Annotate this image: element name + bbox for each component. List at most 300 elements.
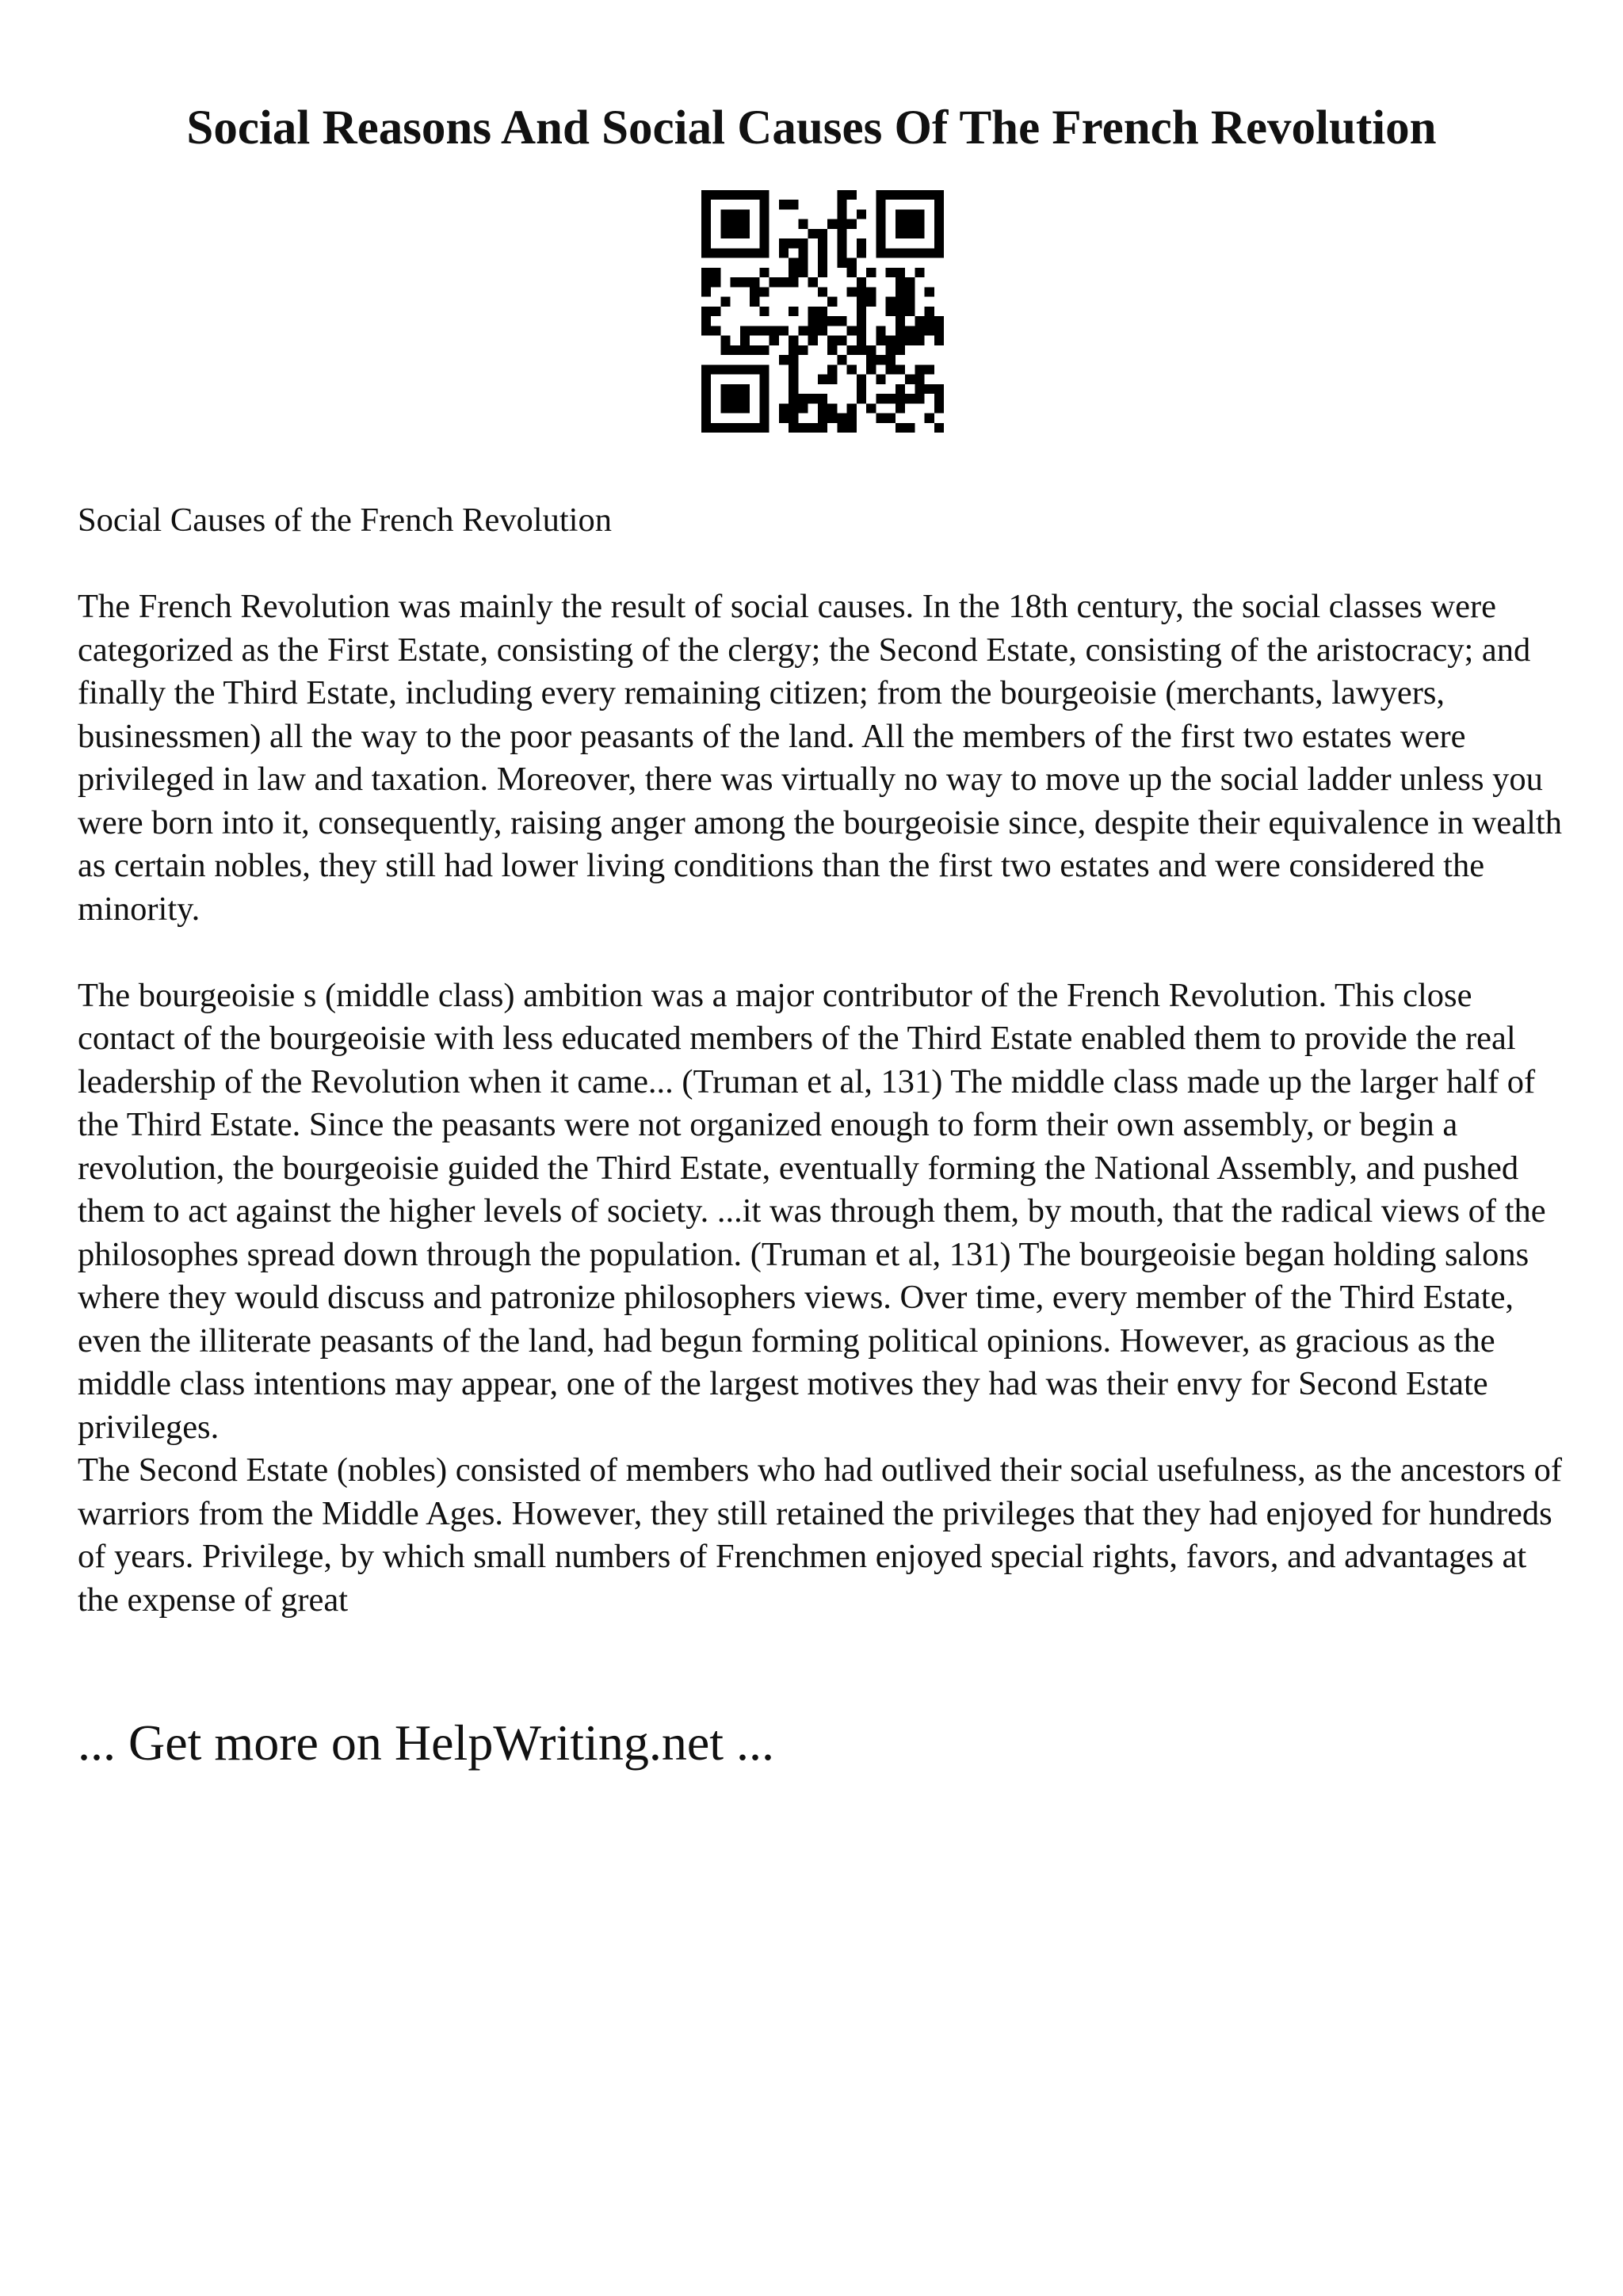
section-heading: Social Causes of the French Revolution [78, 502, 612, 539]
qr-module [798, 248, 808, 257]
qr-module [701, 229, 711, 238]
qr-module [808, 229, 818, 238]
qr-module [866, 345, 876, 355]
qr-module [750, 326, 759, 335]
qr-module [740, 384, 750, 394]
qr-module [905, 248, 915, 257]
qr-module [789, 258, 798, 268]
qr-module [779, 238, 789, 248]
qr-module [886, 355, 896, 364]
qr-module [731, 277, 740, 287]
qr-module [896, 384, 905, 394]
qr-module [720, 423, 730, 433]
qr-module [769, 336, 779, 345]
qr-module [827, 403, 837, 413]
qr-module [701, 287, 711, 296]
qr-module [934, 403, 944, 413]
qr-module [720, 403, 730, 413]
get-more-link[interactable]: ... Get more on HelpWriting.net ... [78, 1714, 774, 1771]
qr-module [905, 307, 915, 316]
qr-module [789, 200, 798, 209]
qr-module [934, 336, 944, 345]
qr-module [886, 297, 896, 307]
qr-module [925, 248, 934, 257]
qr-module [798, 268, 808, 277]
qr-module [896, 394, 905, 403]
qr-module [876, 336, 885, 345]
qr-module [837, 355, 846, 364]
qr-module [701, 414, 711, 423]
qr-module [905, 277, 915, 287]
qr-module [847, 414, 857, 423]
qr-module [759, 200, 769, 209]
qr-module [934, 209, 944, 219]
qr-module [905, 336, 915, 345]
qr-module [759, 248, 769, 257]
qr-module [886, 307, 896, 316]
qr-module [740, 403, 750, 413]
qr-module [759, 345, 769, 355]
qr-module [779, 277, 789, 287]
qr-module [701, 219, 711, 229]
qr-module [818, 268, 827, 277]
qr-module [701, 316, 711, 326]
qr-module [925, 190, 934, 200]
qr-module [857, 326, 866, 335]
qr-module [905, 394, 915, 403]
qr-module [740, 219, 750, 229]
qr-module [886, 190, 896, 200]
qr-module [866, 355, 876, 364]
qr-module [740, 229, 750, 238]
qr-module [837, 336, 846, 345]
qr-module [701, 403, 711, 413]
qr-module [720, 364, 730, 374]
qr-module [857, 336, 866, 345]
qr-module [837, 258, 846, 268]
qr-module [896, 345, 905, 355]
qr-module [701, 307, 711, 316]
qr-module [905, 190, 915, 200]
qr-module [866, 297, 876, 307]
qr-module [818, 307, 827, 316]
qr-module [808, 336, 818, 345]
qr-module [857, 238, 866, 248]
page-title: Social Reasons And Social Causes Of The French Revolution [186, 101, 1437, 154]
qr-module [701, 238, 711, 248]
qr-module [886, 394, 896, 403]
qr-module [701, 364, 711, 374]
qr-module [876, 238, 885, 248]
qr-module [759, 394, 769, 403]
qr-module [750, 345, 759, 355]
qr-module [808, 277, 818, 287]
qr-code-icon[interactable] [701, 190, 944, 433]
qr-module [779, 355, 789, 364]
qr-module [711, 248, 720, 257]
qr-module [886, 345, 896, 355]
qr-module [808, 307, 818, 316]
qr-module [789, 364, 798, 374]
qr-module [857, 316, 866, 326]
qr-module [857, 394, 866, 403]
qr-module [866, 364, 876, 374]
qr-module [847, 287, 857, 296]
qr-module [915, 248, 924, 257]
qr-module [789, 394, 798, 403]
qr-module [701, 268, 711, 277]
qr-module [837, 316, 846, 326]
qr-module [896, 336, 905, 345]
qr-module [740, 345, 750, 355]
qr-module [798, 219, 808, 229]
qr-module [731, 229, 740, 238]
qr-module [769, 277, 779, 287]
qr-module [925, 307, 934, 316]
qr-module [720, 190, 730, 200]
body-paragraph-2: The bourgeoisie s (middle class) ambition was a major contributor of the French Revolution. This close contact of the bourgeoisie with less educated members of the Third Estate enabled them to provide the real leadership of the Revolution when it came... (Truman et al, 131) The middle class made up the larger half of the Third Estate. Since the peasants were not organized enough to form their own assembly, or begin a revolution, the bourgeoisie guided the Third Estate, eventually forming the National Assembly, and pushed them to act against the higher levels of society. ...it was through them, by mouth, that the radical views of the philosophes spread down through the population. (Truman et al, 131) The bourgeoisie began holding salons where they would discuss and patronize philosophers views. Over time, every member of the Third Estate, even the illiterate peasants of the land, had begun forming political opinions. However, as gracious as the middle class intentions may appear, one of the largest motives they had was their envy for Second Estate privileges. [78, 976, 1546, 1446]
qr-module [740, 190, 750, 200]
qr-module [750, 190, 759, 200]
qr-module [711, 307, 720, 316]
qr-module [876, 209, 885, 219]
qr-module [896, 248, 905, 257]
qr-module [759, 326, 769, 335]
qr-module [720, 229, 730, 238]
qr-module [934, 423, 944, 433]
qr-module [905, 297, 915, 307]
qr-module [731, 345, 740, 355]
qr-module [876, 248, 885, 257]
qr-module [827, 345, 837, 355]
qr-module [857, 248, 866, 257]
qr-module [827, 414, 837, 423]
qr-module [711, 277, 720, 287]
qr-module [720, 248, 730, 257]
qr-module [837, 238, 846, 248]
qr-module [896, 229, 905, 238]
qr-module [701, 384, 711, 394]
qr-module [750, 297, 759, 307]
qr-module [896, 403, 905, 413]
qr-module [896, 219, 905, 229]
qr-module [905, 209, 915, 219]
qr-module [759, 384, 769, 394]
qr-module [847, 258, 857, 268]
qr-module [837, 414, 846, 423]
qr-module [798, 345, 808, 355]
qr-module [934, 394, 944, 403]
qr-module [837, 209, 846, 219]
qr-module [789, 345, 798, 355]
qr-module [711, 190, 720, 200]
qr-module [876, 355, 885, 364]
qr-module [876, 375, 885, 384]
qr-module [798, 394, 808, 403]
qr-module [915, 326, 924, 335]
qr-module [934, 190, 944, 200]
qr-module [876, 229, 885, 238]
qr-module [740, 209, 750, 219]
qr-module [701, 200, 711, 209]
qr-module [896, 268, 905, 277]
qr-module [731, 209, 740, 219]
qr-module [915, 229, 924, 238]
qr-module [876, 190, 885, 200]
qr-module [925, 326, 934, 335]
qr-module [779, 200, 789, 209]
qr-module [827, 364, 837, 374]
qr-module [789, 355, 798, 364]
qr-module [847, 403, 857, 413]
qr-module [896, 277, 905, 287]
qr-module [847, 190, 857, 200]
qr-module [731, 248, 740, 257]
qr-module [925, 414, 934, 423]
qr-module [934, 238, 944, 248]
qr-module [827, 316, 837, 326]
qr-module [837, 423, 846, 433]
qr-module [701, 248, 711, 257]
qr-module [759, 364, 769, 374]
qr-module [798, 403, 808, 413]
qr-module [711, 423, 720, 433]
qr-module [789, 336, 798, 345]
qr-module [720, 209, 730, 219]
qr-module [779, 248, 789, 257]
qr-module [876, 414, 885, 423]
qr-module [759, 229, 769, 238]
qr-module [857, 384, 866, 394]
qr-module [731, 364, 740, 374]
qr-module [789, 268, 798, 277]
qr-module [896, 316, 905, 326]
qr-module [731, 384, 740, 394]
qr-module [789, 384, 798, 394]
qr-module [818, 287, 827, 296]
qr-module [808, 423, 818, 433]
qr-module [789, 307, 798, 316]
qr-module [896, 423, 905, 433]
qr-module [866, 403, 876, 413]
qr-module [857, 209, 866, 219]
qr-module [905, 229, 915, 238]
qr-module [701, 190, 711, 200]
qr-module [837, 229, 846, 238]
qr-module [847, 219, 857, 229]
qr-module [720, 394, 730, 403]
qr-module [915, 375, 924, 384]
qr-module [818, 229, 827, 238]
qr-module [740, 364, 750, 374]
qr-module [720, 297, 730, 307]
qr-module [798, 258, 808, 268]
qr-module [886, 268, 896, 277]
qr-module [701, 209, 711, 219]
qr-module [759, 287, 769, 296]
qr-module [896, 307, 905, 316]
qr-module [789, 277, 798, 287]
qr-module [720, 219, 730, 229]
qr-module [886, 364, 896, 374]
qr-module [837, 219, 846, 229]
qr-module [779, 403, 789, 413]
qr-module [740, 277, 750, 287]
qr-module [896, 209, 905, 219]
qr-module [896, 190, 905, 200]
qr-module [818, 414, 827, 423]
qr-module [779, 414, 789, 423]
qr-module [740, 248, 750, 257]
qr-module [847, 345, 857, 355]
body-paragraph-3: The Second Estate (nobles) consisted of members who had outlived their social usefulness, as the ancestors of warriors from the Middle Ages. However, they still retained the privileges that they had enjoyed for hundreds of years. Privilege, by which small numbers of Frenchmen enjoyed special rights, favors, and advantages at the expense of great [78, 1451, 1563, 1619]
qr-module [759, 268, 769, 277]
qr-module [818, 423, 827, 433]
qr-module [711, 364, 720, 374]
qr-module [857, 287, 866, 296]
qr-module [896, 297, 905, 307]
qr-module [798, 423, 808, 433]
qr-module [701, 277, 711, 287]
qr-module [857, 375, 866, 384]
qr-module [701, 326, 711, 335]
qr-module [759, 219, 769, 229]
qr-module [798, 238, 808, 248]
qr-module [905, 375, 915, 384]
qr-module [759, 209, 769, 219]
qr-module [720, 384, 730, 394]
qr-module [731, 190, 740, 200]
qr-module [866, 287, 876, 296]
qr-module [934, 229, 944, 238]
qr-module [750, 287, 759, 296]
qr-module [876, 394, 885, 403]
qr-module [711, 268, 720, 277]
qr-module [701, 423, 711, 433]
qr-module [925, 384, 934, 394]
qr-module [915, 364, 924, 374]
qr-module [759, 403, 769, 413]
qr-module [837, 190, 846, 200]
qr-module [925, 364, 934, 374]
qr-module [789, 423, 798, 433]
qr-module [750, 364, 759, 374]
qr-module [701, 375, 711, 384]
qr-module [827, 375, 837, 384]
qr-module [731, 394, 740, 403]
qr-module [740, 336, 750, 345]
qr-module [847, 326, 857, 335]
qr-module [847, 364, 857, 374]
qr-module [915, 268, 924, 277]
qr-module [711, 326, 720, 335]
qr-module [818, 375, 827, 384]
qr-module [847, 268, 857, 277]
qr-module [915, 336, 924, 345]
qr-module [866, 268, 876, 277]
qr-module [925, 287, 934, 296]
qr-module [808, 394, 818, 403]
qr-module [934, 219, 944, 229]
qr-module [720, 345, 730, 355]
qr-module [818, 258, 827, 268]
qr-module [827, 219, 837, 229]
body-paragraph-1: The French Revolution was mainly the result of social causes. In the 18th century, the social classes were categorized as the First Estate, consisting of the clergy; the Second Estate, consisting of the aristocracy; and finally the Third Estate, including every remaining citizen; from the bourgeoisie (merchants, lawyers, businessmen) all the way to the poor peasants of the land. All the members of the first two estates were privileged in law and taxation. Moreover, there was virtually no way to move up the social ladder unless you were born into it, consequently, raising anger among the bourgeoisie since, despite their equivalence in wealth as certain nobles, they still had lower living conditions than the first two estates and were considered the minority. [78, 588, 1562, 928]
qr-module [808, 316, 818, 326]
qr-module [837, 248, 846, 257]
qr-module [759, 307, 769, 316]
qr-module [886, 248, 896, 257]
document-body [78, 499, 1575, 1622]
qr-module [818, 326, 827, 335]
qr-module [876, 200, 885, 209]
qr-module [934, 200, 944, 209]
qr-module [886, 336, 896, 345]
qr-module [769, 326, 779, 335]
qr-module [818, 238, 827, 248]
qr-module [857, 307, 866, 316]
qr-module [857, 297, 866, 307]
qr-module [905, 219, 915, 229]
qr-module [876, 219, 885, 229]
qr-module [750, 277, 759, 287]
qr-module [886, 414, 896, 423]
qr-module [759, 190, 769, 200]
qr-module [827, 336, 837, 345]
qr-module [934, 316, 944, 326]
qr-module [701, 394, 711, 403]
qr-module [720, 336, 730, 345]
qr-module [750, 423, 759, 433]
qr-module [915, 316, 924, 326]
qr-module [925, 316, 934, 326]
qr-module [731, 423, 740, 433]
qr-module [808, 326, 818, 335]
qr-module [750, 248, 759, 257]
qr-module [847, 423, 857, 433]
qr-module [915, 394, 924, 403]
qr-module [789, 414, 798, 423]
qr-module [915, 190, 924, 200]
qr-module [798, 326, 808, 335]
qr-module [740, 423, 750, 433]
qr-module [789, 238, 798, 248]
qr-module [779, 326, 789, 335]
qr-module [905, 423, 915, 433]
qr-module [759, 414, 769, 423]
qr-module [915, 209, 924, 219]
qr-module [857, 277, 866, 287]
qr-module [818, 403, 827, 413]
qr-module [759, 423, 769, 433]
qr-module [740, 326, 750, 335]
qr-module [876, 326, 885, 335]
qr-module [789, 375, 798, 384]
qr-module [905, 326, 915, 335]
qr-module [934, 248, 944, 257]
qr-module [789, 403, 798, 413]
qr-module [759, 238, 769, 248]
qr-module [915, 219, 924, 229]
qr-module [857, 345, 866, 355]
qr-module [896, 364, 905, 374]
qr-module [740, 394, 750, 403]
qr-module [934, 384, 944, 394]
qr-module [896, 326, 905, 335]
qr-module [905, 287, 915, 296]
qr-module [818, 248, 827, 257]
qr-module [731, 403, 740, 413]
